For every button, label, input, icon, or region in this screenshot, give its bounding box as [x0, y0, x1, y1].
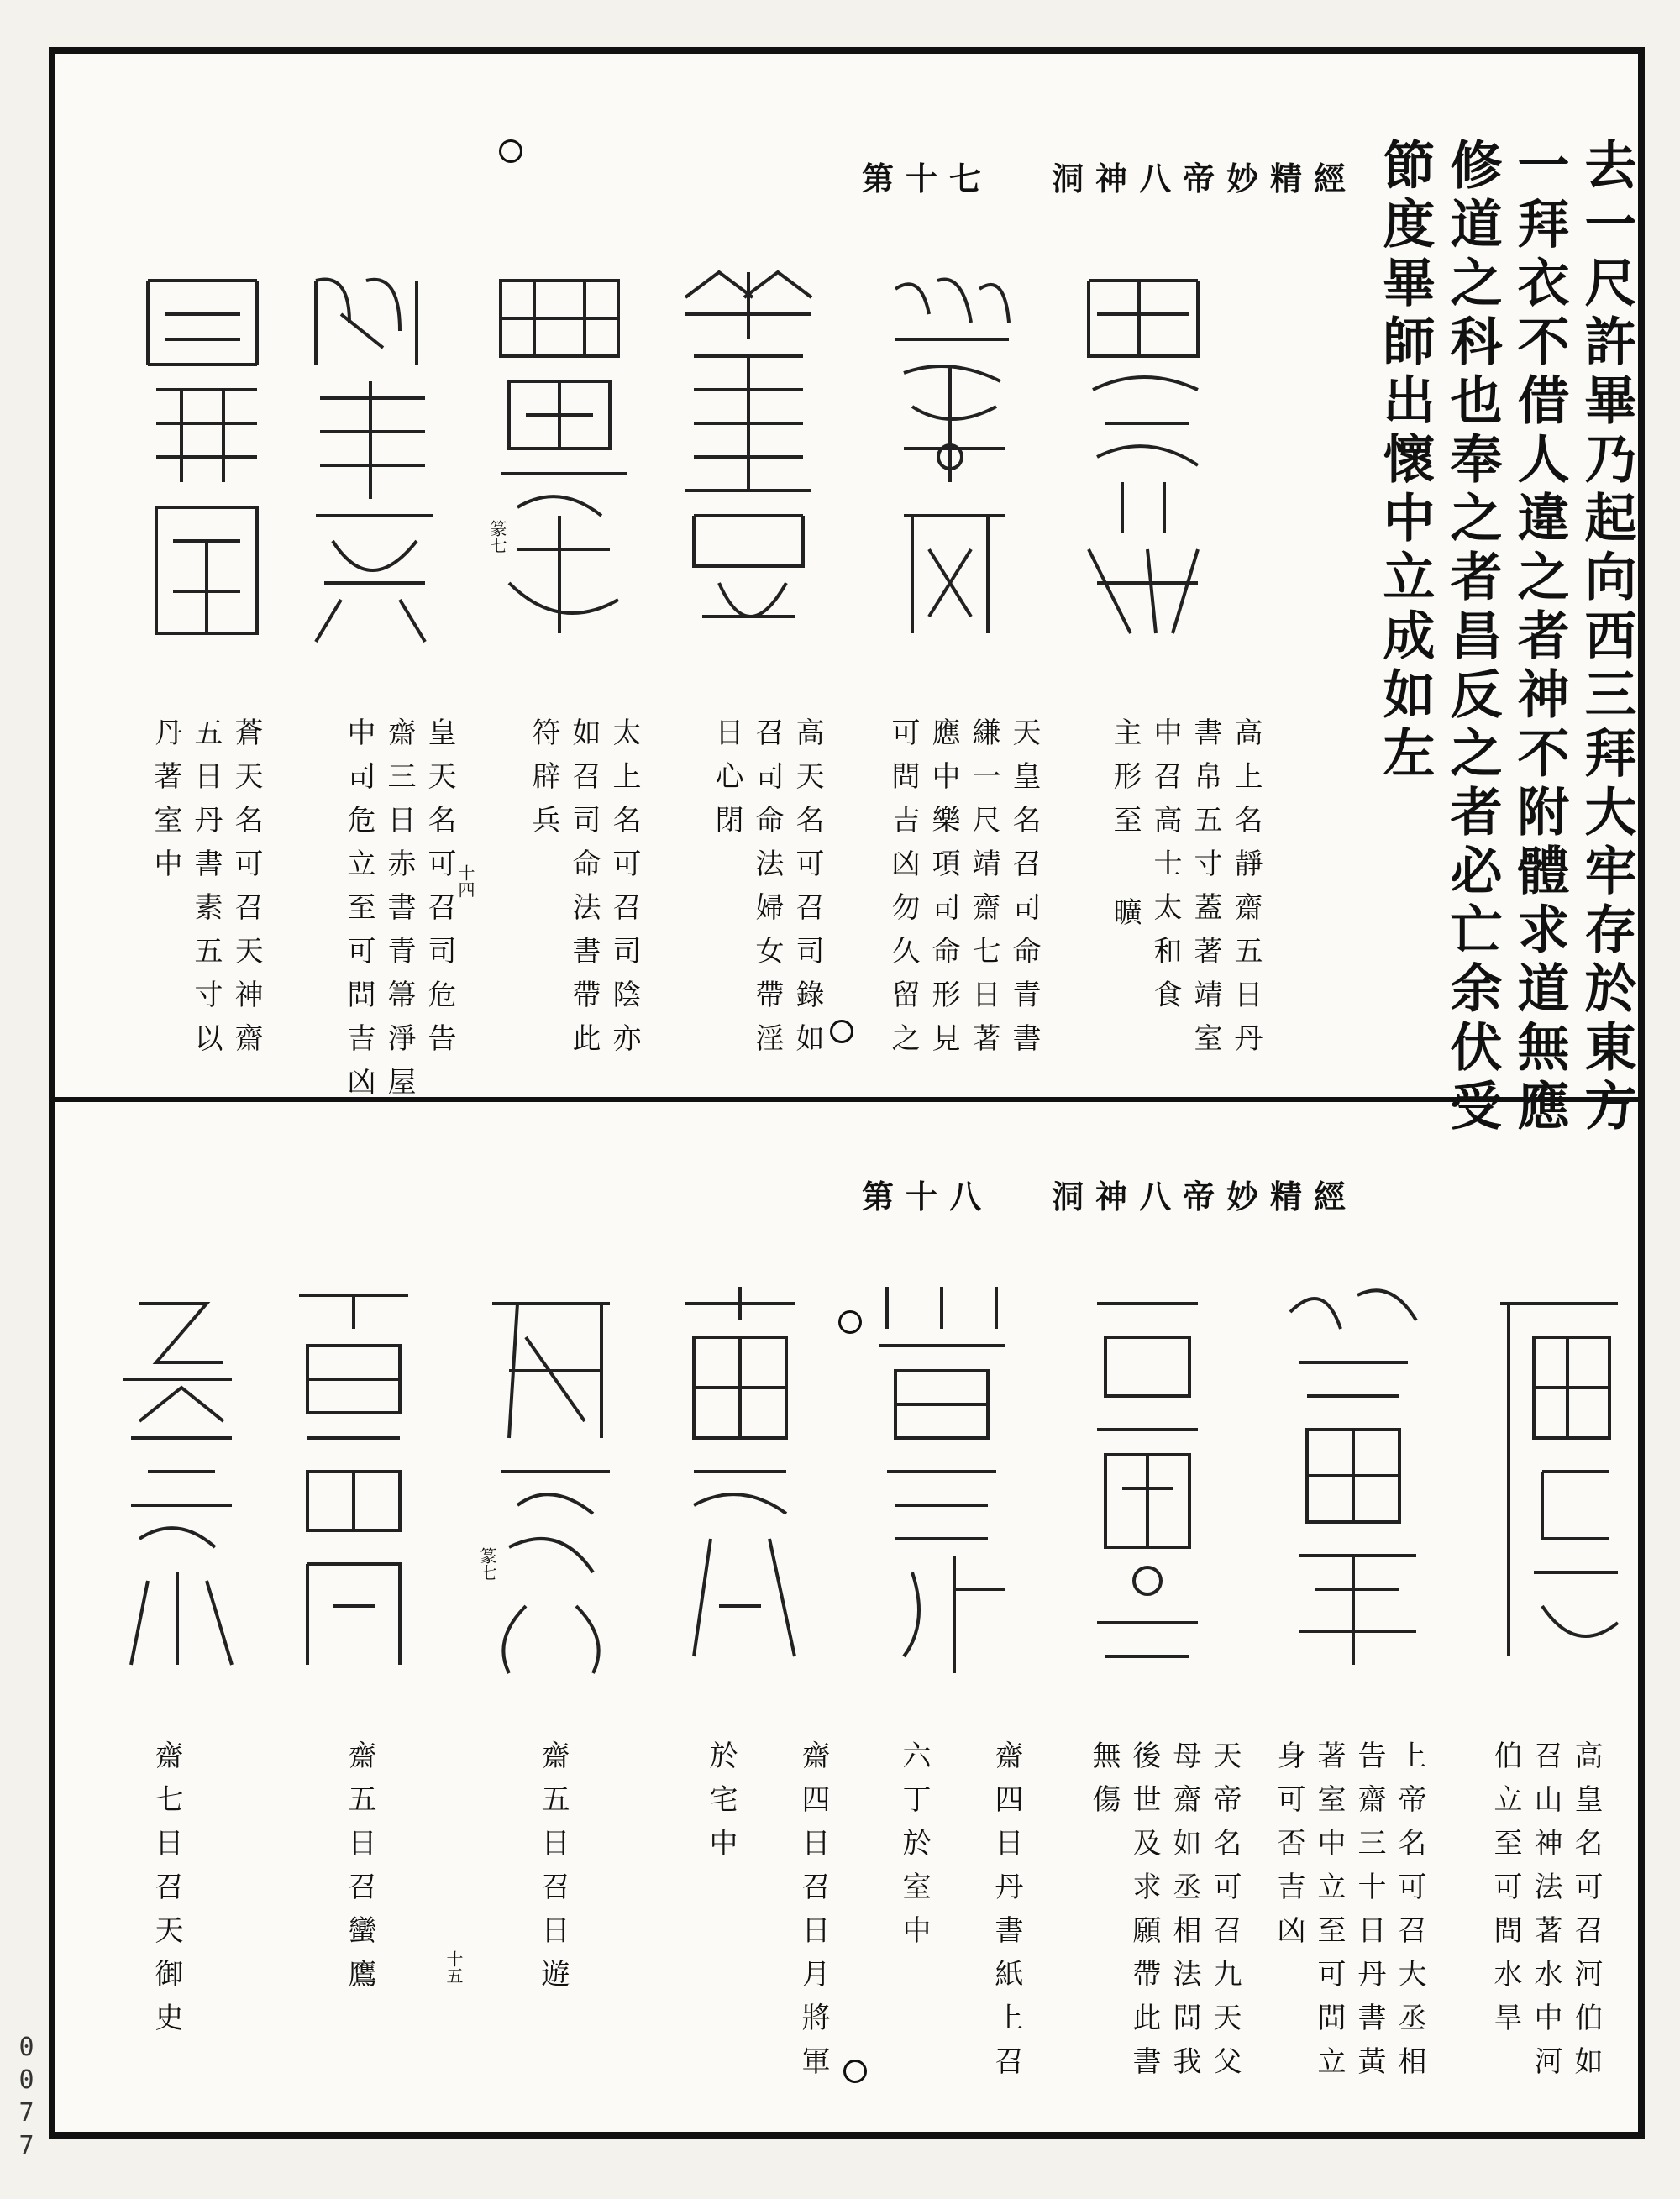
- main-text-column-4: 節度畢師出懷中立成如左: [1374, 138, 1436, 785]
- seal-glyph-11: [669, 1270, 811, 1690]
- main-text-column-2: 一拜衣不借人違之者神不附體求道無應: [1509, 138, 1570, 1137]
- note-col: 符辟兵: [527, 717, 560, 848]
- note-col: 上帝名可召大丞相: [1393, 1740, 1426, 2090]
- ring-mark-icon: [843, 2060, 867, 2083]
- seal-glyph-1: [1072, 264, 1215, 650]
- main-text-column-1: 去一尺許畢乃起向西三拜大牢存於東方: [1576, 138, 1637, 1137]
- note-col: 縑一尺靖齋七日著: [967, 717, 1000, 1067]
- seal-glyph-2: [879, 264, 1021, 650]
- note-col: 齋五日召蠻鷹: [343, 1740, 376, 2002]
- running-head-section: 第十七: [861, 160, 993, 197]
- note-col: 丹著室中: [149, 717, 182, 892]
- note-col: 天帝名可召九天父: [1208, 1740, 1242, 2090]
- running-head-top: [601, 153, 1357, 203]
- seal-glyph-3: [669, 264, 828, 650]
- seal-glyph-6: [131, 264, 274, 650]
- note-col: 中召高士太和食: [1148, 717, 1182, 1023]
- seal-glyph-10: [862, 1270, 1021, 1690]
- note-col: 主形至 曠: [1108, 717, 1142, 941]
- running-head-title: 洞神八帝妙精經: [1051, 1178, 1357, 1215]
- note-col: 著室中立至可問立: [1312, 1740, 1346, 2090]
- running-head-section: 第十八: [861, 1178, 993, 1215]
- note-col: 中司危立至可問吉凶: [342, 717, 375, 1110]
- note-col: 應中樂項司命形見: [927, 717, 960, 1067]
- note-col: 母齋如丞相法問我: [1168, 1740, 1201, 2090]
- main-text-column-3: 修道之科也奉之者昌反之者必亡余伏受: [1441, 138, 1503, 1137]
- seal-glyph-8: [1273, 1270, 1433, 1690]
- note-col: 身可否吉凶: [1272, 1740, 1305, 1959]
- seal-script-row-bottom: [106, 1270, 1635, 1690]
- seal-glyph-7: [1483, 1270, 1630, 1690]
- note-col: 齋三日赤書青箒淨屋: [382, 717, 416, 1110]
- seal-glyph-13: [282, 1270, 425, 1690]
- note-col: 可問吉凶勿久留之: [886, 717, 920, 1067]
- seal-glyph-4: [484, 264, 635, 650]
- seal-glyph-9: [1072, 1270, 1223, 1690]
- note-col: 伯立至可問水旱: [1488, 1740, 1522, 2046]
- note-col: 蒼天名可召天神齋: [229, 717, 263, 1067]
- note-col: 高皇名可召河伯如: [1569, 1740, 1603, 2090]
- section-number: 十四: [455, 864, 475, 898]
- seal-glyph-12: [475, 1270, 627, 1690]
- seal-glyph-14: [106, 1270, 249, 1690]
- note-col: 高上名靜齋五日丹: [1229, 717, 1263, 1067]
- note-col: 如召司命法書帶此: [567, 717, 601, 1067]
- seal-caption: 篆七: [487, 520, 507, 554]
- ring-mark-icon: [830, 1020, 853, 1043]
- note-col: 召山神法著水中河: [1529, 1740, 1562, 2090]
- note-col: 天皇名召司命青書: [1007, 717, 1041, 1067]
- note-col: 無傷: [1087, 1740, 1121, 1828]
- running-head-title: 洞神八帝妙精經: [1051, 160, 1357, 197]
- note-col: 皇天名可召司危告: [423, 717, 456, 1067]
- note-col: 齋七日召天御史: [150, 1740, 183, 2046]
- note-col: 後世及求願帶此書: [1127, 1740, 1161, 2090]
- note-col: 於宅中: [704, 1740, 738, 1871]
- note-col: 齋四日丹書紙上召: [990, 1740, 1023, 2090]
- note-col: 高天名可召司錄如: [790, 717, 824, 1067]
- note-col: 齋四日召日月將軍: [796, 1740, 830, 2090]
- note-col: 日心閉: [710, 717, 743, 848]
- note-col: 齋五日召日遊: [536, 1740, 570, 2002]
- note-col: 太上名可召司陰亦: [607, 717, 641, 1067]
- page-number: 0077: [12, 2033, 41, 2164]
- note-col: 五日丹書素五寸以: [189, 717, 223, 1067]
- seal-caption: 篆七: [477, 1547, 497, 1581]
- note-col: 六丁於室中: [897, 1740, 931, 1959]
- page-frame: [49, 47, 1645, 2139]
- seal-glyph-5: [299, 264, 442, 650]
- note-col: 書帛五寸蓋著靖室: [1189, 717, 1222, 1067]
- seal-script-row-top: [131, 264, 1231, 650]
- bottom-panel: [55, 1102, 1638, 2132]
- section-number: 十五: [444, 1950, 464, 1984]
- note-col: 召司命法婦女帶淫: [750, 717, 784, 1067]
- top-panel: [55, 54, 1638, 1137]
- note-col: 告齋三十日丹書黃: [1352, 1740, 1386, 2090]
- ring-mark-icon: [499, 139, 522, 163]
- running-head-bottom: [601, 1171, 1357, 1221]
